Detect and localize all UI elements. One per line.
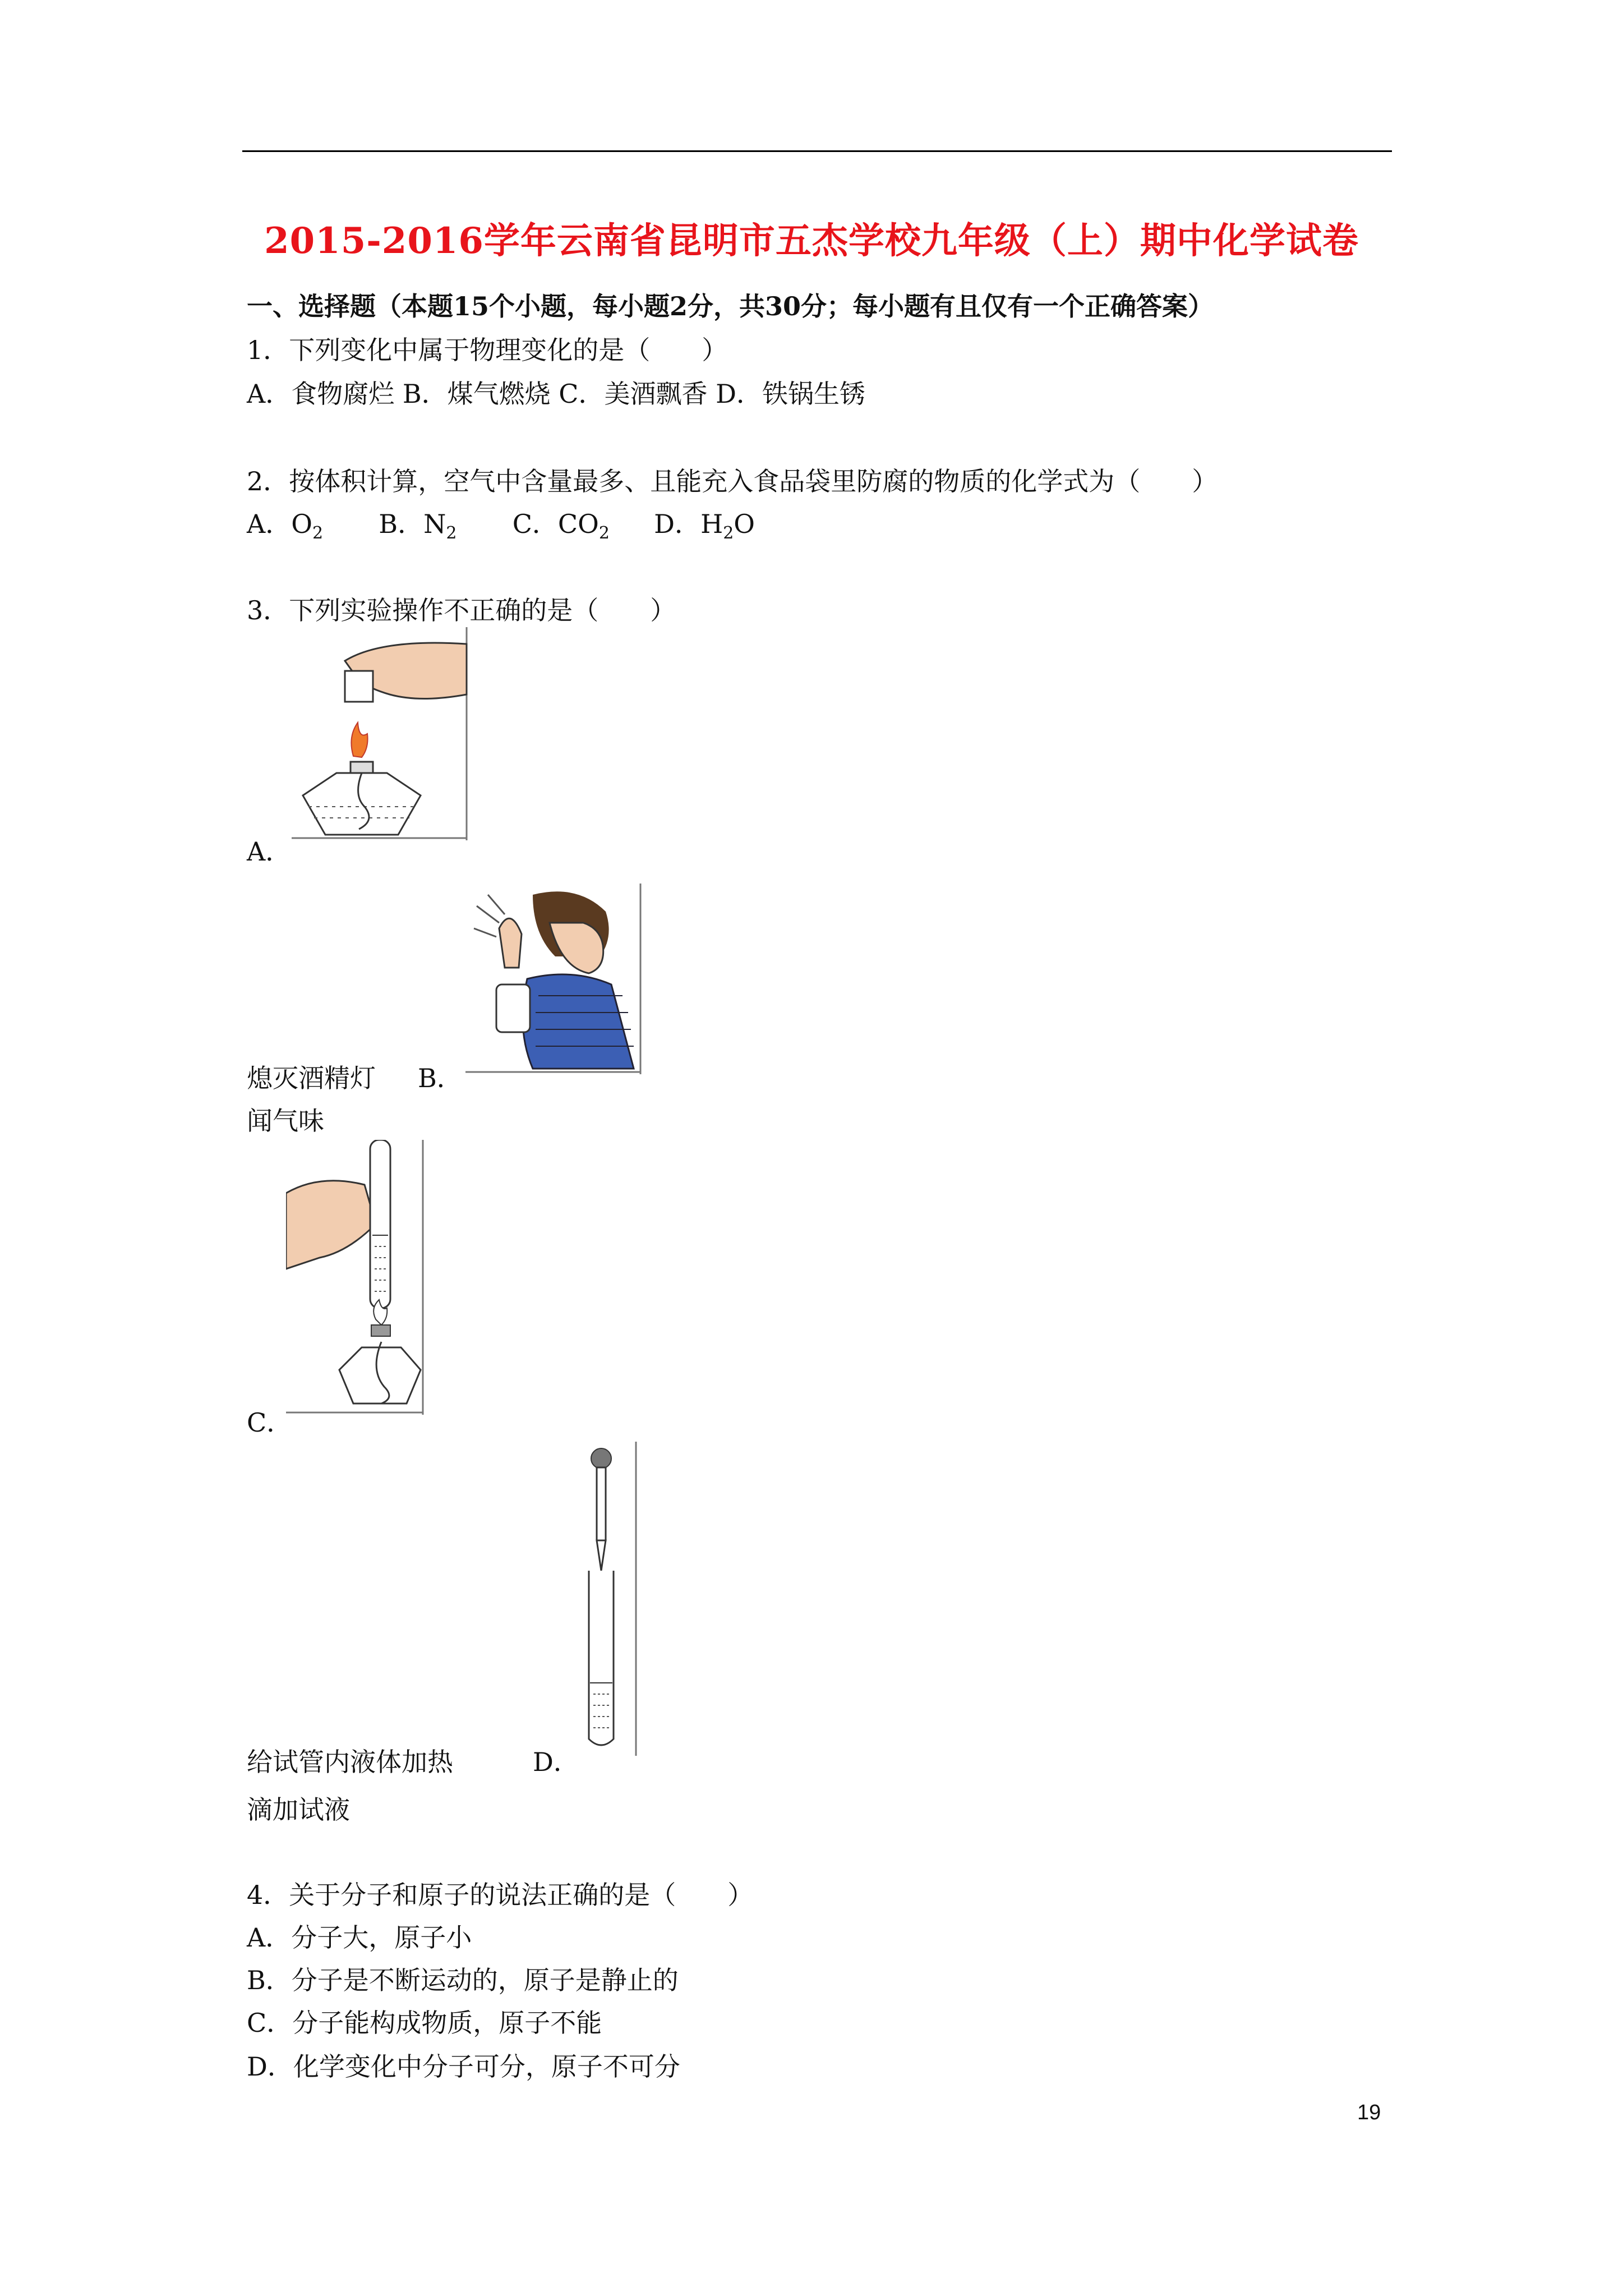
page-number: 19	[1357, 2101, 1381, 2124]
option-a: A．$O_2$	[247, 509, 324, 543]
option-a-label: A．	[247, 836, 292, 867]
smelling-gas-illustration	[465, 884, 645, 1074]
question-4-stem: 4．关于分子和原子的说法正确的是（ ）	[247, 1880, 754, 1910]
option-b-label: B．	[418, 1063, 463, 1093]
question-4-option-a: A．分子大，原子小	[247, 1922, 472, 1953]
question-4-option-d: D．化学变化中分子可分，原子不可分	[247, 2051, 680, 2082]
option-b: B．$N_2$	[379, 509, 457, 543]
header-rule	[242, 150, 1392, 152]
option-c: C．$CO_2$	[512, 509, 610, 543]
question-3-stem: 3．下列实验操作不正确的是（ ）	[247, 595, 676, 625]
question-2-stem: 2．按体积计算，空气中含量最多、且能充入食品袋里防腐的物质的化学式为（ ）	[247, 466, 1218, 496]
extinguish-alcohol-lamp-illustration	[292, 627, 471, 840]
dropping-reagent-illustration	[578, 1442, 639, 1756]
option-b-caption: 闻气味	[247, 1106, 324, 1136]
question-1-stem: 1．下列变化中属于物理变化的是（ ）	[247, 335, 728, 365]
option-d-label: D．	[533, 1747, 579, 1777]
question-2-options	[247, 504, 755, 543]
option-d: D．$H_2O$	[654, 509, 755, 543]
option-d-caption: 滴加试液	[247, 1795, 350, 1825]
question-4-option-b: B．分子是不断运动的，原子是静止的	[247, 1965, 679, 1995]
question-4-option-c: C．分子能构成物质，原子不能	[247, 2008, 602, 2038]
option-c-label: C．	[247, 1407, 293, 1438]
heating-test-tube-illustration	[286, 1140, 426, 1415]
option-a-caption: 熄灭酒精灯	[247, 1063, 376, 1093]
question-1-options: A．食物腐烂 B．煤气燃烧 C．美酒飘香 D．铁锅生锈	[247, 379, 865, 409]
section-heading: 一、选择题（本题15个小题，每小题2分，共30分；每小题有且仅有一个正确答案）	[247, 291, 1214, 321]
page-title: 2015-2016学年云南省昆明市五杰学校九年级（上）期中化学试卷	[264, 220, 1359, 262]
option-c-caption: 给试管内液体加热	[247, 1747, 453, 1777]
